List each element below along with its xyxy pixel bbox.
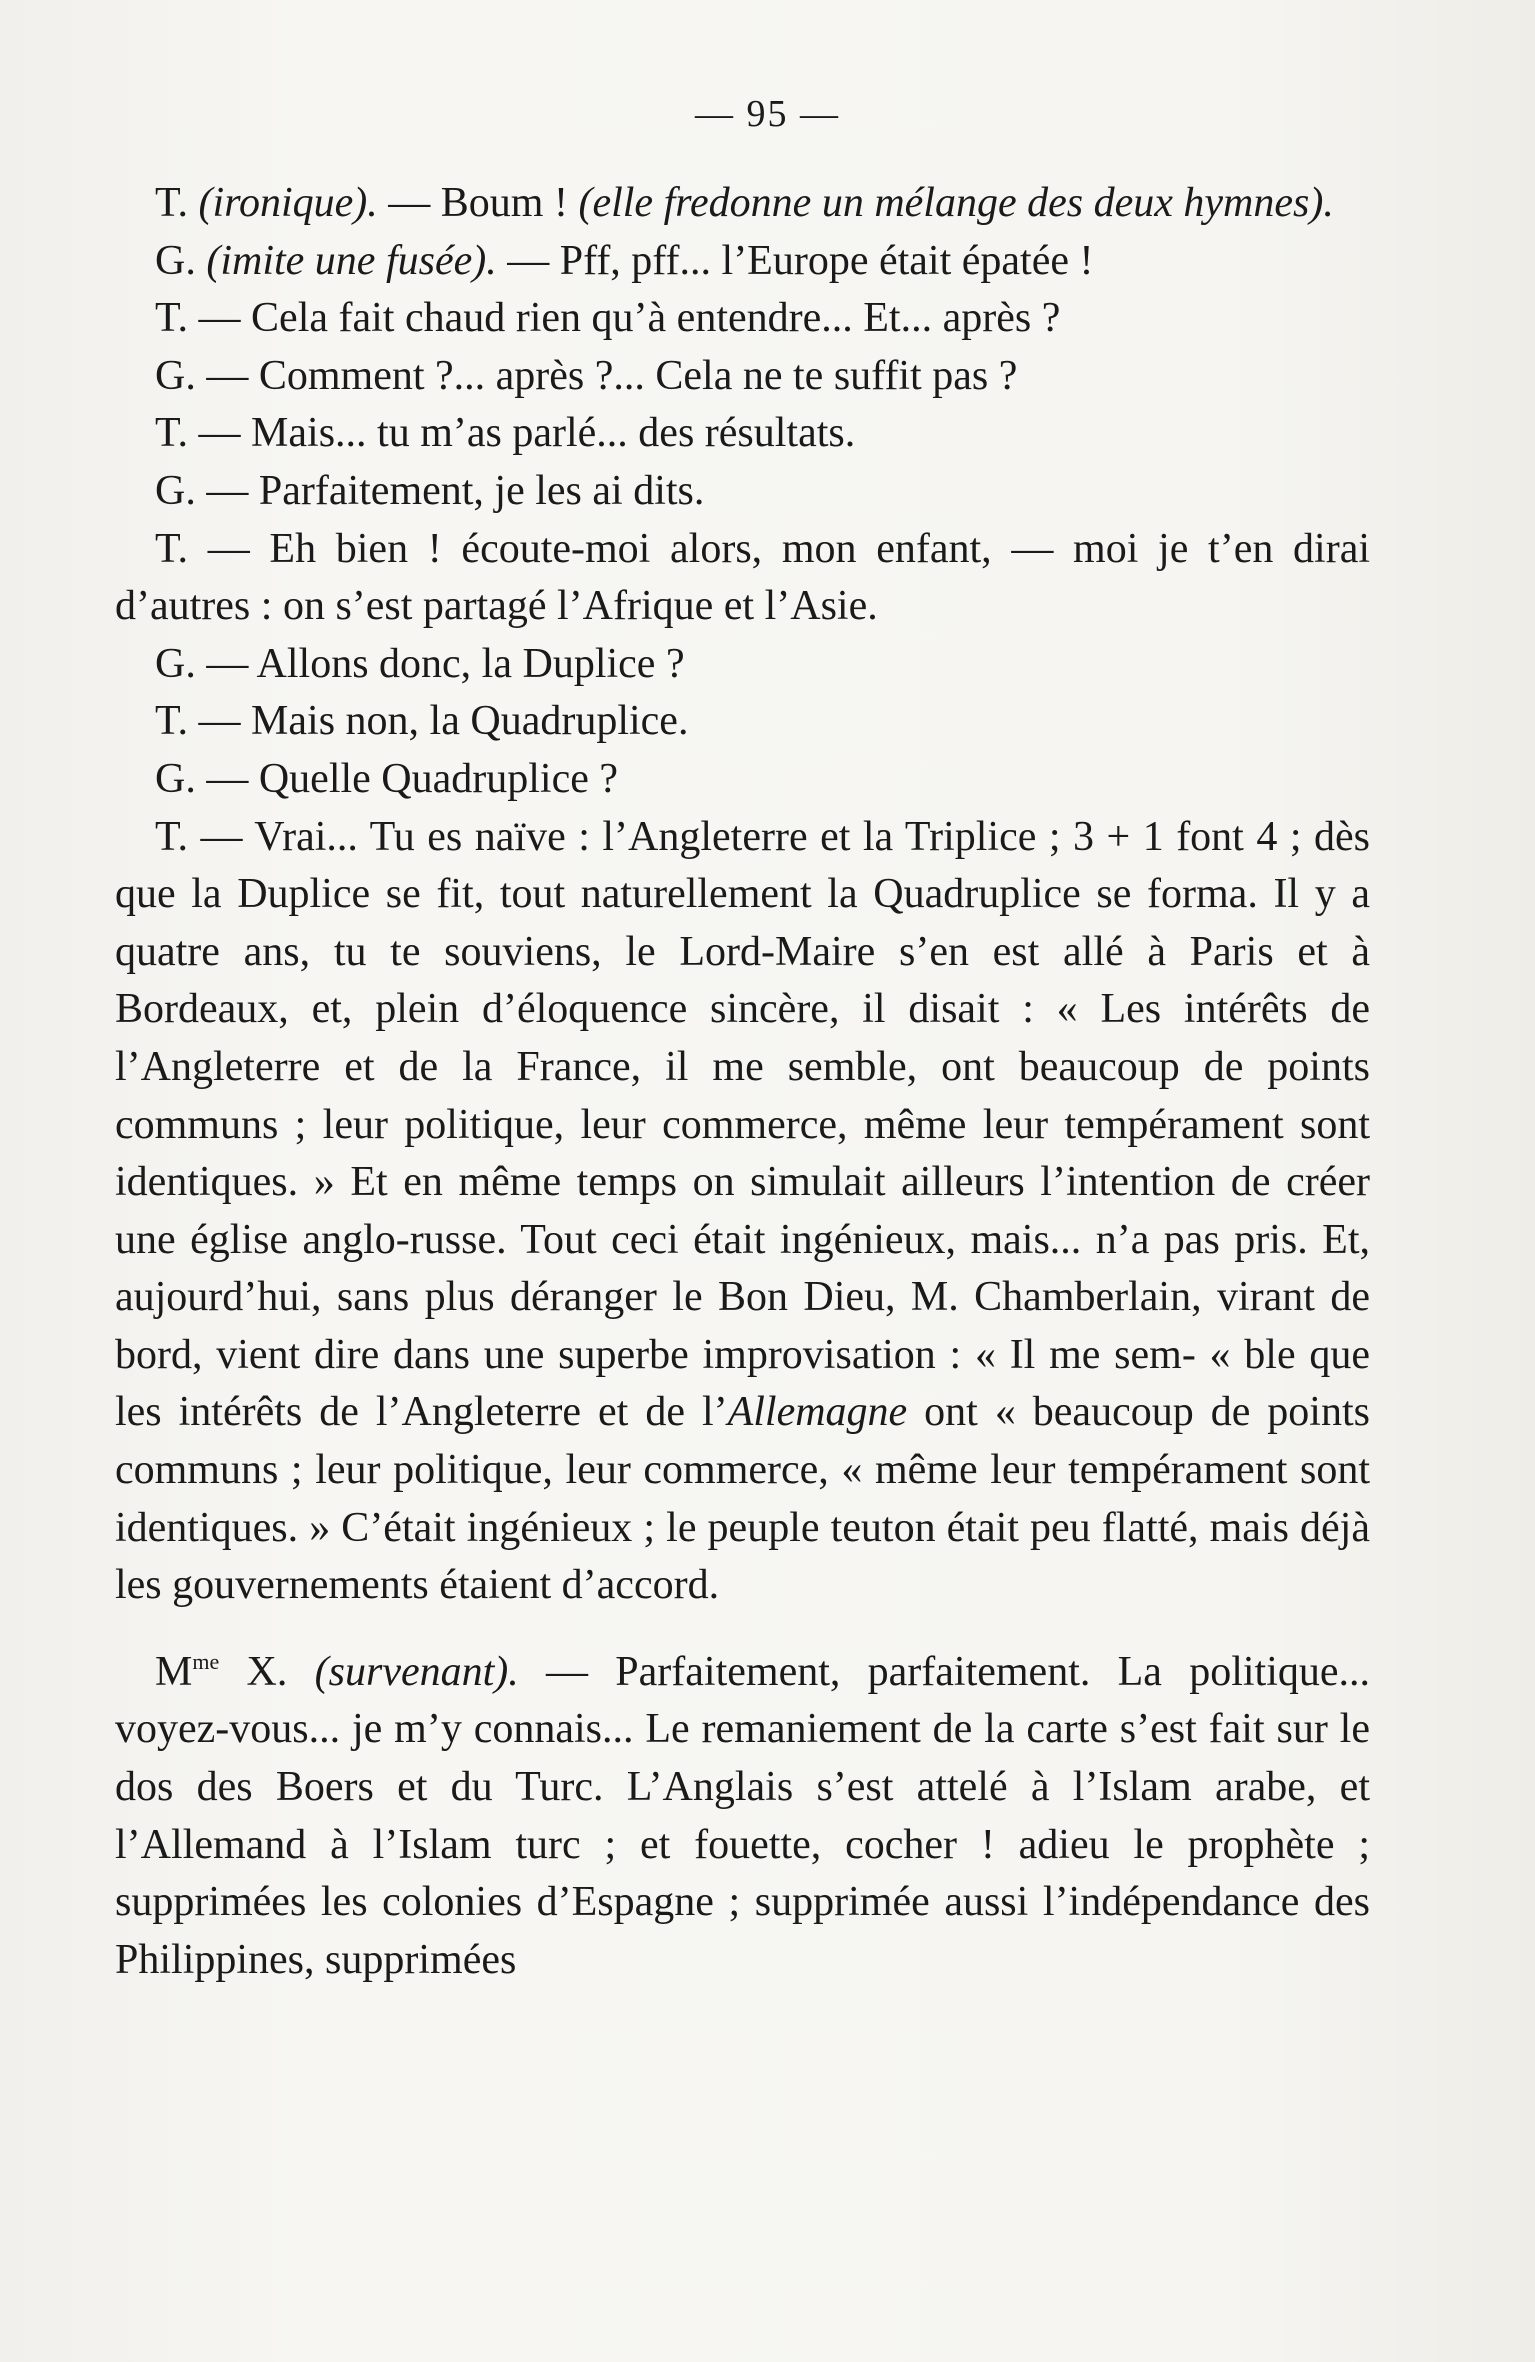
speaker: G. [155,467,196,514]
speaker: G. [155,352,196,399]
speaker: G. [155,755,196,802]
emphasis: Allemagne [727,1389,908,1436]
paragraph-text: ont « beaucoup de points communs ; leur politique, leur commerce, « même leur tempérament sont identiques. » C’était ingénieux ; le peuple teuton était peu flatté, mais déjà les gouvernements étaient d’accord. [115,1389,1370,1609]
stage-direction: (ironique). [198,180,378,226]
stage-direction: (imite une fusée). [206,237,497,284]
stage-direction: (elle fredonne un mélange des deux hymnes). [578,180,1334,226]
paragraph [115,348,1370,406]
paragraph-text: — Parfaitement, je les ai dits. [195,467,705,514]
speaker: X. [219,1648,288,1695]
paragraph-text: — Pff, pff... l’Europe était épatée ! [496,237,1094,284]
paragraph-text: — Comment ?... après ?... Cela ne te suffit pas ? [195,352,1018,399]
speaker: G. [155,640,196,687]
speaker: M [155,1648,193,1695]
speaker: T. [155,525,189,572]
paragraph [115,636,1370,694]
speaker: T. [155,698,189,745]
paragraph [115,1633,1370,1990]
paragraph [115,521,1370,636]
paragraph-text: — Boum ! [377,180,579,226]
paragraph-text: — Cela fait chaud rien qu’à entendre... Et... après ? [188,295,1061,342]
body-text [115,175,1370,1989]
paragraph [115,751,1370,809]
stage-direction: (survenant). [314,1648,519,1695]
paragraph [115,175,1370,233]
paragraph-text: — Mais... tu m’as parlé... des résultats. [188,410,856,457]
page-number: — 95 — [695,93,840,135]
paragraph-text: — Eh bien ! écoute-moi alors, mon enfant, — moi je t’en dirai d’autres : on s’est partagé l’Afrique et l’Asie. [115,525,1370,630]
speaker: T. [155,410,189,457]
paragraph-text: — Allons donc, la Duplice ? [195,640,685,687]
paragraph [115,405,1370,463]
speaker: T. [155,295,189,342]
speaker: T. [155,813,189,860]
paragraph [115,290,1370,348]
paragraph [115,693,1370,751]
speaker: G. [155,237,196,284]
paragraph-text: — Quelle Quadruplice ? [195,755,619,802]
paragraph-text: — Parfaitement, parfaitement. La politique... voyez-vous... je m’y connais... Le remaniement de la carte s’est fait sur le dos des Boers et du Turc. L’Anglais s’est attelé à l’Islam arabe, et l’Allemand à l’Islam turc ; et fouette, cocher ! adieu le prophète ; supprimées les colonies d’Espagne ; supprimée aussi l’indépendance des Philippines, supprimées [115,1648,1371,1983]
speaker: T. [155,180,189,226]
paragraph-text: — Mais non, la Quadruplice. [188,698,689,745]
paragraph-text: — Vrai... Tu es naïve : l’Angleterre et la Triplice ; 3 + 1 font 4 ; dès que la Duplice se fit, tout naturellement la Quadruplice se forma. Il y a quatre ans, tu te souviens, le Lord-Maire s’en est allé à Paris et à Bordeaux, et, plein d’éloquence sincère, il disait : « Les intérêts de l’Angleterre et de la France, il me semble, ont beaucoup de points communs ; leur politique, leur commerce, même leur tempérament sont identiques. » Et en même temps on simulait ailleurs l’intention de créer une église anglo-russe. Tout ceci était ingénieux, mais... n’a pas pris. Et, aujourd’hui, sans plus déranger le Bon Dieu, M. Chamberlain, virant de bord, vient dire dans une superbe improvisation : « Il me sem- « ble que les intérêts de l’Angleterre et de l’ [115,813,1370,1436]
paragraph [115,463,1370,521]
paragraph [115,233,1370,291]
speaker-superscript: me [192,1648,220,1674]
paragraph [115,809,1370,1615]
